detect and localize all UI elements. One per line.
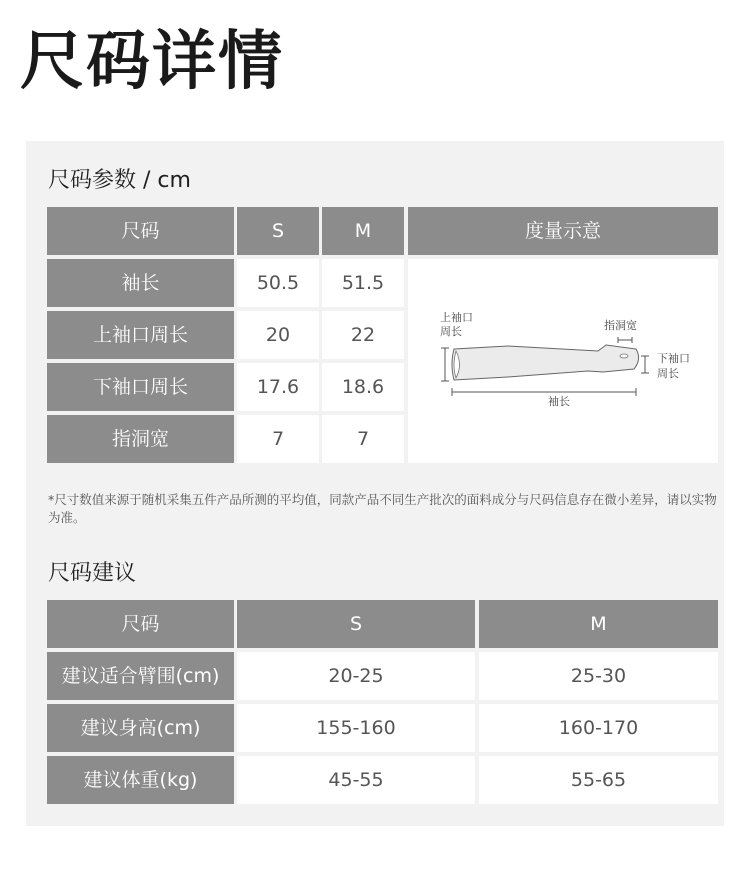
size-advice-cell-m: 55-65 <box>479 756 718 804</box>
size-params-header-diagram: 度量示意 <box>408 207 718 255</box>
size-params-row-label: 指洞宽 <box>47 415 234 463</box>
size-advice-header-size: 尺码 <box>47 600 234 648</box>
size-advice-row-label: 建议身高(cm) <box>47 704 234 752</box>
measurement-diagram <box>408 259 718 463</box>
lower-cuff-label: 下袖口 <box>657 352 690 365</box>
size-params-cell-m: 51.5 <box>322 259 404 307</box>
upper-cuff-label: 上袖口 <box>440 311 473 324</box>
size-advice-header-s: S <box>237 600 475 648</box>
lower-cuff-label: 周长 <box>657 367 679 380</box>
upper-cuff-label: 周长 <box>440 325 462 338</box>
measurement-note: *尺寸数值来源于随机采集五件产品所测的平均值，同款产品不同生产批次的面料成分与尺码信息存在微小差异，请以实物为准。 <box>48 492 717 525</box>
size-params-row-label: 下袖口周长 <box>47 363 234 411</box>
size-advice-header-m: M <box>479 600 718 648</box>
size-params-cell-s: 50.5 <box>237 259 319 307</box>
size-advice-cell-s: 155-160 <box>237 704 475 752</box>
size-params-cell-s: 20 <box>237 311 319 359</box>
size-advice-cell-m: 160-170 <box>479 704 718 752</box>
size-params-cell-s: 17.6 <box>237 363 319 411</box>
size-advice-cell-s: 45-55 <box>237 756 475 804</box>
size-advice-cell-s: 20-25 <box>237 652 475 700</box>
size-params-header-s: S <box>237 207 319 255</box>
size-advice-title: 尺码建议 <box>48 561 137 586</box>
sleeve-length-label: 袖长 <box>548 395 570 408</box>
size-advice-cell-m: 25-30 <box>479 652 718 700</box>
page-title: 尺码详情 <box>20 25 284 99</box>
size-params-row-label: 上袖口周长 <box>47 311 234 359</box>
sleeve-diagram-icon <box>408 259 718 463</box>
size-params-title: 尺码参数 / cm <box>48 168 191 193</box>
size-params-cell-m: 22 <box>322 311 404 359</box>
size-params-cell-s: 7 <box>237 415 319 463</box>
size-params-header-size: 尺码 <box>47 207 234 255</box>
size-params-cell-m: 7 <box>322 415 404 463</box>
size-advice-row-label: 建议体重(kg) <box>47 756 234 804</box>
size-params-header-m: M <box>322 207 404 255</box>
size-params-cell-m: 18.6 <box>322 363 404 411</box>
finger-hole-label: 指洞宽 <box>604 319 637 332</box>
size-params-row-label: 袖长 <box>47 259 234 307</box>
size-advice-row-label: 建议适合臂围(cm) <box>47 652 234 700</box>
